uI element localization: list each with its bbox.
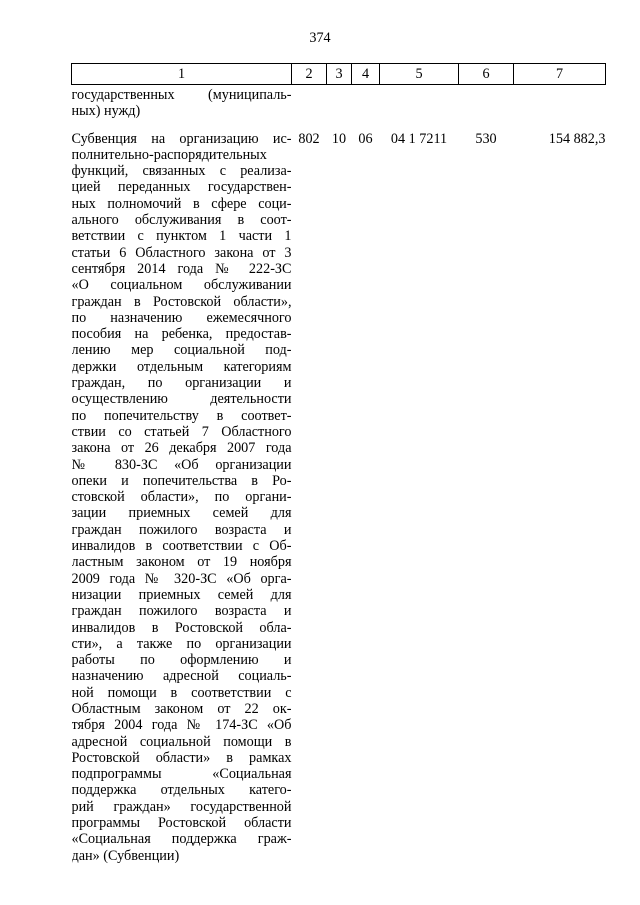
header-col-2: 2 (292, 64, 327, 85)
description-line: функций, связанных с реализа- (71, 163, 292, 180)
description-line: сентября 2014 года № 222-ЗС (71, 260, 292, 277)
description-line: держки отдельным категориям (71, 358, 292, 375)
description-line: граждан, по организации и (71, 375, 292, 392)
description-line: Областным законом от 22 ок- (71, 700, 292, 717)
header-col-6: 6 (459, 64, 514, 85)
description-line: поддержка отдельных катего- (71, 782, 292, 799)
description-line: назначению адресной социаль- (71, 668, 292, 685)
description-line: граждан пожилого возраста и (71, 603, 292, 620)
cell-subsection: 06 (358, 130, 373, 147)
header-col-5: 5 (380, 64, 459, 85)
cell-section: 10 (331, 130, 347, 147)
description-line: закона от 26 декабря 2007 года (71, 440, 292, 457)
description-line: № 830-ЗС «Об организации (71, 456, 292, 473)
cell-expense-type: 530 (475, 130, 497, 147)
description-line: ластным законом от 19 ноября (71, 554, 292, 571)
description-line: «О социальном обслуживании (71, 277, 292, 294)
description-line: по назначению ежемесячного (71, 309, 292, 326)
description-line: ального обслуживания в соот- (71, 212, 292, 229)
description-line: ных полномочий в сфере соци- (71, 195, 292, 212)
description-line: стовской области», по органи- (71, 489, 292, 506)
description-line: ветствии с пунктом 1 части 1 (71, 228, 292, 245)
continuation-line: ных) нужд) (71, 103, 141, 120)
cell-ministry-code: 802 (298, 130, 320, 147)
header-col-7: 7 (514, 64, 606, 85)
description-line: низации приемных семей для (71, 586, 292, 603)
description-line: подпрограммы «Социальная (71, 766, 292, 783)
description-line: рий граждан» государственной (71, 798, 292, 815)
description-line: лению мер социальной под- (71, 342, 292, 359)
description-line: статьи 6 Областного закона от 3 (71, 244, 292, 261)
description-line: ствии со статьей 7 Областного (71, 423, 292, 440)
description-line: работы по оформлению и (71, 652, 292, 669)
description-line: по попечительству в соответ- (71, 407, 292, 424)
description-line: Ростовской области» в рамках (71, 749, 292, 766)
description-line: инвалидов в соответствии с Об- (71, 538, 292, 555)
description-line: 2009 года № 320-ЗС «Об орга- (71, 570, 292, 587)
description-line: пособия на ребенка, предостав- (71, 326, 292, 343)
table-row (72, 120, 606, 864)
description-line: «Социальная поддержка граж- (71, 831, 292, 848)
description-line: полнительно-распорядительных (71, 146, 267, 163)
cell-amount: 154 882,3 (548, 130, 606, 147)
row-description (72, 120, 292, 864)
description-line: дан» (Субвенции) (71, 847, 180, 864)
description-line: граждан пожилого возраста и (71, 521, 292, 538)
page-number: 374 (309, 30, 331, 46)
description-line: граждан в Ростовской области», (71, 293, 292, 310)
description-line: инвалидов в Ростовской обла- (71, 619, 292, 636)
description-line: Субвенция на организацию ис- (71, 130, 292, 147)
continuation-line: государственных (муниципаль- (71, 87, 292, 103)
continuation-description (72, 85, 292, 120)
header-col-4: 4 (352, 64, 380, 85)
cell-target-article: 04 1 7211 (390, 130, 448, 147)
description-line: адресной социальной помощи в (71, 733, 292, 750)
description-line: тября 2004 года № 174-ЗС «Об (71, 717, 292, 734)
description-line: опеки и попечительства в Ро- (71, 472, 292, 489)
description-line: зации приемных семей для (71, 505, 292, 522)
header-col-3: 3 (327, 64, 352, 85)
continuation-row (72, 85, 606, 120)
description-line: осуществлению деятельности (71, 391, 292, 408)
description-line: цией переданных государствен- (71, 179, 292, 196)
header-row (72, 64, 606, 85)
header-col-1: 1 (72, 64, 292, 85)
description-line: ной помощи в соответствии с (71, 684, 292, 701)
description-line: программы Ростовской области (71, 815, 292, 832)
budget-table (71, 63, 606, 864)
description-line: сти», а также по организации (71, 635, 292, 652)
